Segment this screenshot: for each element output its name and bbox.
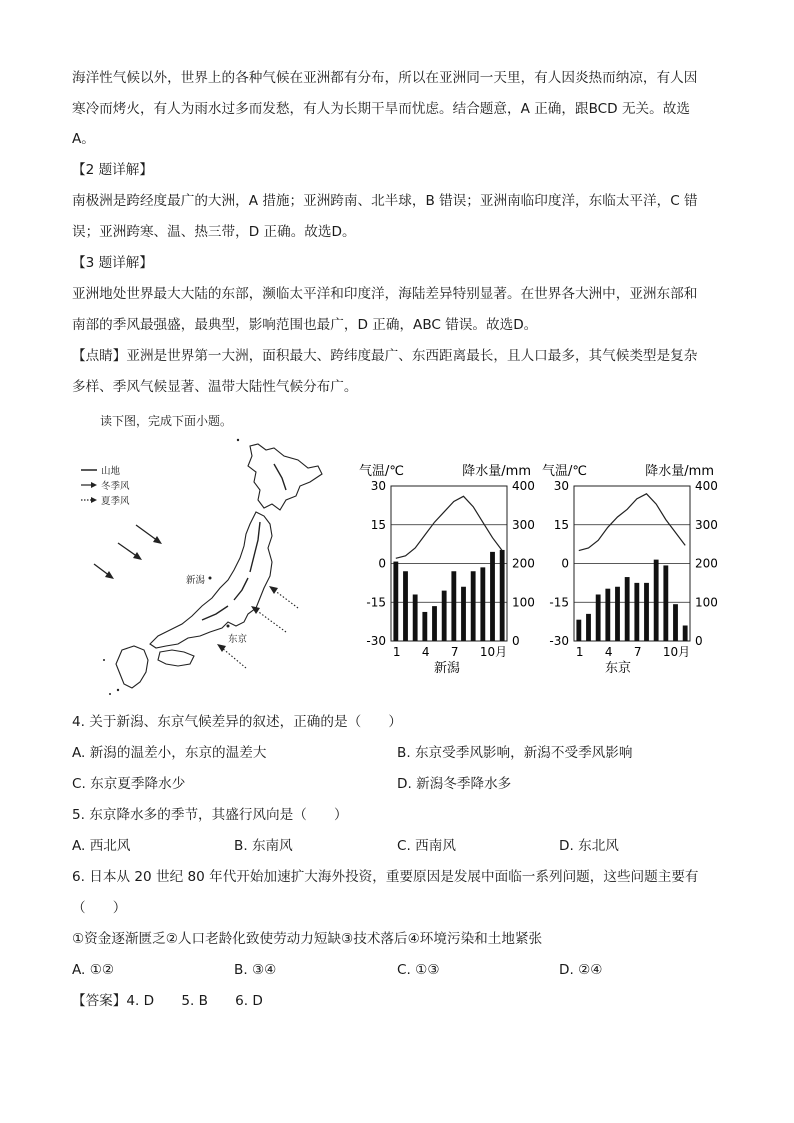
mountain-range	[250, 522, 260, 572]
explanation-line: 寒冷而烤火，有人为雨水过多而发愁，有人为长期干旱而忧虑。结合题意，A 正确，跟BCD 无关。故选	[72, 101, 690, 117]
legend-winter-monsoon-label: 冬季风	[101, 481, 130, 492]
question-5-option-c[interactable]: C. 西南风	[397, 838, 456, 854]
question-6-option-b[interactable]: B. ③④	[234, 962, 277, 978]
month-tick-label: 10月	[662, 645, 691, 659]
precip-bar-month-4	[605, 589, 610, 641]
japan-map	[60, 438, 340, 698]
island-dot	[117, 689, 119, 691]
precip-bar-month-5	[615, 587, 620, 641]
hokkaido-outline	[248, 444, 322, 510]
precip-tick-label: 0	[512, 634, 520, 648]
answer-text: 4. D 5. B 6. D	[126, 993, 263, 1009]
precip-bar-month-6	[625, 577, 630, 641]
tip-line: 【点睛】亚洲是世界第一大洲，面积最大、跨纬度最广、东西距离最长，且人口最多，其气候类型是复杂	[72, 348, 698, 364]
explanation-line: 南极洲是跨经度最广的大洲，A 措施；亚洲跨南、北半球，B 错误；亚洲南临印度洋，东临太平洋，C 错	[72, 193, 698, 209]
island-dot	[237, 439, 239, 441]
niigata-map-label: 新潟	[186, 575, 206, 586]
shikoku-outline	[158, 650, 194, 666]
precip-bar-month-1	[576, 620, 581, 641]
tokyo-marker	[227, 625, 230, 628]
temp-tick-label: 0	[561, 556, 569, 571]
precip-tick-label: 400	[512, 479, 535, 493]
precip-tick-label: 100	[512, 595, 535, 610]
mountain-range	[234, 578, 248, 600]
precip-bar-month-11	[673, 604, 678, 641]
precip-tick-label: 0	[695, 634, 703, 648]
precip-bar-month-3	[413, 595, 418, 642]
month-tick-label: 7	[633, 645, 642, 659]
question-6-stem: （ ）	[72, 900, 127, 916]
question-6-option-d[interactable]: D. ②④	[559, 962, 603, 978]
question-4-option-b[interactable]: B. 东京受季风影响，新潟不受季风影响	[397, 745, 633, 761]
section-heading-3: 【3 题详解】	[72, 255, 153, 271]
island-dot	[109, 693, 111, 695]
question-5-option-d[interactable]: D. 东北风	[559, 838, 619, 854]
precip-tick-label: 200	[695, 556, 718, 571]
tokyo-climate-chart	[538, 458, 718, 680]
temp-tick-label: -15	[549, 595, 569, 610]
figure-instruction: 读下图，完成下面小题。	[100, 414, 233, 428]
precip-bar-month-10	[663, 565, 668, 641]
chart-title: 新潟	[433, 661, 461, 676]
winter-monsoon-arrow	[136, 525, 162, 544]
question-5-option-b[interactable]: B. 东南风	[234, 838, 293, 854]
summer-monsoon-arrow	[269, 586, 298, 608]
temp-tick-label: -30	[366, 634, 386, 648]
tokyo-map-label: 东京	[228, 634, 248, 645]
niigata-marker	[209, 577, 212, 580]
temperature-curve	[396, 496, 502, 558]
precip-bar-month-12	[683, 626, 688, 642]
precip-tick-label: 300	[512, 517, 535, 532]
question-4-option-d[interactable]: D. 新潟冬季降水多	[397, 776, 512, 792]
precip-bar-month-9	[654, 560, 659, 641]
explanation-line: A。	[72, 131, 95, 147]
temp-tick-label: 15	[370, 517, 386, 532]
question-5-stem: 5. 东京降水多的季节，其盛行风向是（ ）	[72, 807, 348, 823]
legend-summer-monsoon-label: 夏季风	[101, 496, 130, 507]
precip-axis-title: 降水量/mm	[645, 464, 714, 479]
precip-bar-month-8	[461, 587, 466, 641]
honshu-outline	[150, 512, 272, 648]
question-4-option-c[interactable]: C. 东京夏季降水少	[72, 776, 186, 792]
precip-bar-month-10	[480, 567, 485, 641]
precip-bar-month-8	[644, 583, 649, 641]
explanation-line: 亚洲地处世界最大大陆的东部，濒临太平洋和印度洋，海陆差异特别显著。在世界各大洲中，亚洲东部和	[72, 286, 698, 302]
precip-bar-month-9	[471, 571, 476, 641]
answer-label: 【答案】	[72, 993, 127, 1009]
precip-bar-month-2	[586, 614, 591, 641]
temp-tick-label: 30	[553, 479, 569, 493]
precip-bar-month-5	[432, 606, 437, 641]
month-tick-label: 4	[421, 645, 430, 659]
temp-tick-label: -15	[366, 595, 386, 610]
question-4-option-a[interactable]: A. 新潟的温差小，东京的温差大	[72, 745, 267, 761]
answer-row	[72, 991, 263, 1011]
explanation-line: 海洋性气候以外，世界上的各种气候在亚洲都有分布，所以在亚洲同一天里，有人因炎热而纳凉，有人因	[72, 70, 698, 86]
chart-title: 东京	[604, 661, 632, 676]
summer-monsoon-arrow	[251, 606, 286, 632]
temp-axis-title: 气温/℃	[359, 464, 404, 479]
month-tick-label: 10月	[479, 645, 508, 659]
kyushu-outline	[116, 646, 148, 688]
explanation-line: 南部的季风最强盛，最典型，影响范围也最广，D 正确，ABC 错误。故选D。	[72, 317, 538, 333]
temp-tick-label: 30	[370, 479, 386, 493]
summer-monsoon-arrow	[217, 644, 246, 668]
legend-mountain-label: 山地	[101, 466, 121, 477]
winter-monsoon-arrow	[94, 564, 114, 579]
temp-tick-label: 0	[378, 556, 386, 571]
temp-tick-label: 15	[553, 517, 569, 532]
precip-bar-month-1	[393, 562, 398, 641]
question-6-items: ①资金逐渐匮乏②人口老龄化致使劳动力短缺③技术落后④环境污染和土地紧张	[72, 931, 543, 947]
mountain-range	[274, 464, 286, 490]
question-5-option-a[interactable]: A. 西北风	[72, 838, 131, 854]
tip-line: 多样、季风气候显著、温带大陆性气候分布广。	[72, 379, 358, 395]
precip-bar-month-11	[490, 552, 495, 641]
precip-tick-label: 400	[695, 479, 718, 493]
question-4-stem: 4. 关于新潟、东京气候差异的叙述，正确的是（ ）	[72, 714, 402, 730]
precip-bar-month-6	[442, 591, 447, 641]
precip-bar-month-4	[422, 612, 427, 641]
month-tick-label: 1	[575, 645, 584, 659]
question-6-option-c[interactable]: C. ①③	[397, 962, 440, 978]
question-6-stem: 6. 日本从 20 世纪 80 年代开始加速扩大海外投资，重要原因是发展中面临一系列问题，这些问题主要有	[72, 869, 699, 885]
month-tick-label: 7	[450, 645, 459, 659]
temp-tick-label: -30	[549, 634, 569, 648]
mountain-range	[202, 606, 228, 620]
precip-bar-month-12	[500, 550, 505, 641]
month-tick-label: 1	[392, 645, 401, 659]
precip-tick-label: 200	[512, 556, 535, 571]
temp-axis-title: 气温/℃	[542, 464, 587, 479]
island-dot	[103, 659, 105, 661]
explanation-line: 误；亚洲跨寒、温、热三带，D 正确。故选D。	[72, 224, 356, 240]
question-6-option-a[interactable]: A. ①②	[72, 962, 115, 978]
section-heading-2: 【2 题详解】	[72, 162, 153, 178]
winter-monsoon-arrow	[118, 543, 142, 560]
precip-bar-month-3	[596, 595, 601, 642]
month-tick-label: 4	[604, 645, 613, 659]
precip-bar-month-7	[634, 583, 639, 641]
precip-tick-label: 300	[695, 517, 718, 532]
precip-axis-title: 降水量/mm	[462, 464, 531, 479]
niigata-climate-chart	[355, 458, 535, 680]
precip-bar-month-7	[451, 571, 456, 641]
precip-tick-label: 100	[695, 595, 718, 610]
temperature-curve	[579, 494, 685, 551]
precip-bar-month-2	[403, 571, 408, 641]
